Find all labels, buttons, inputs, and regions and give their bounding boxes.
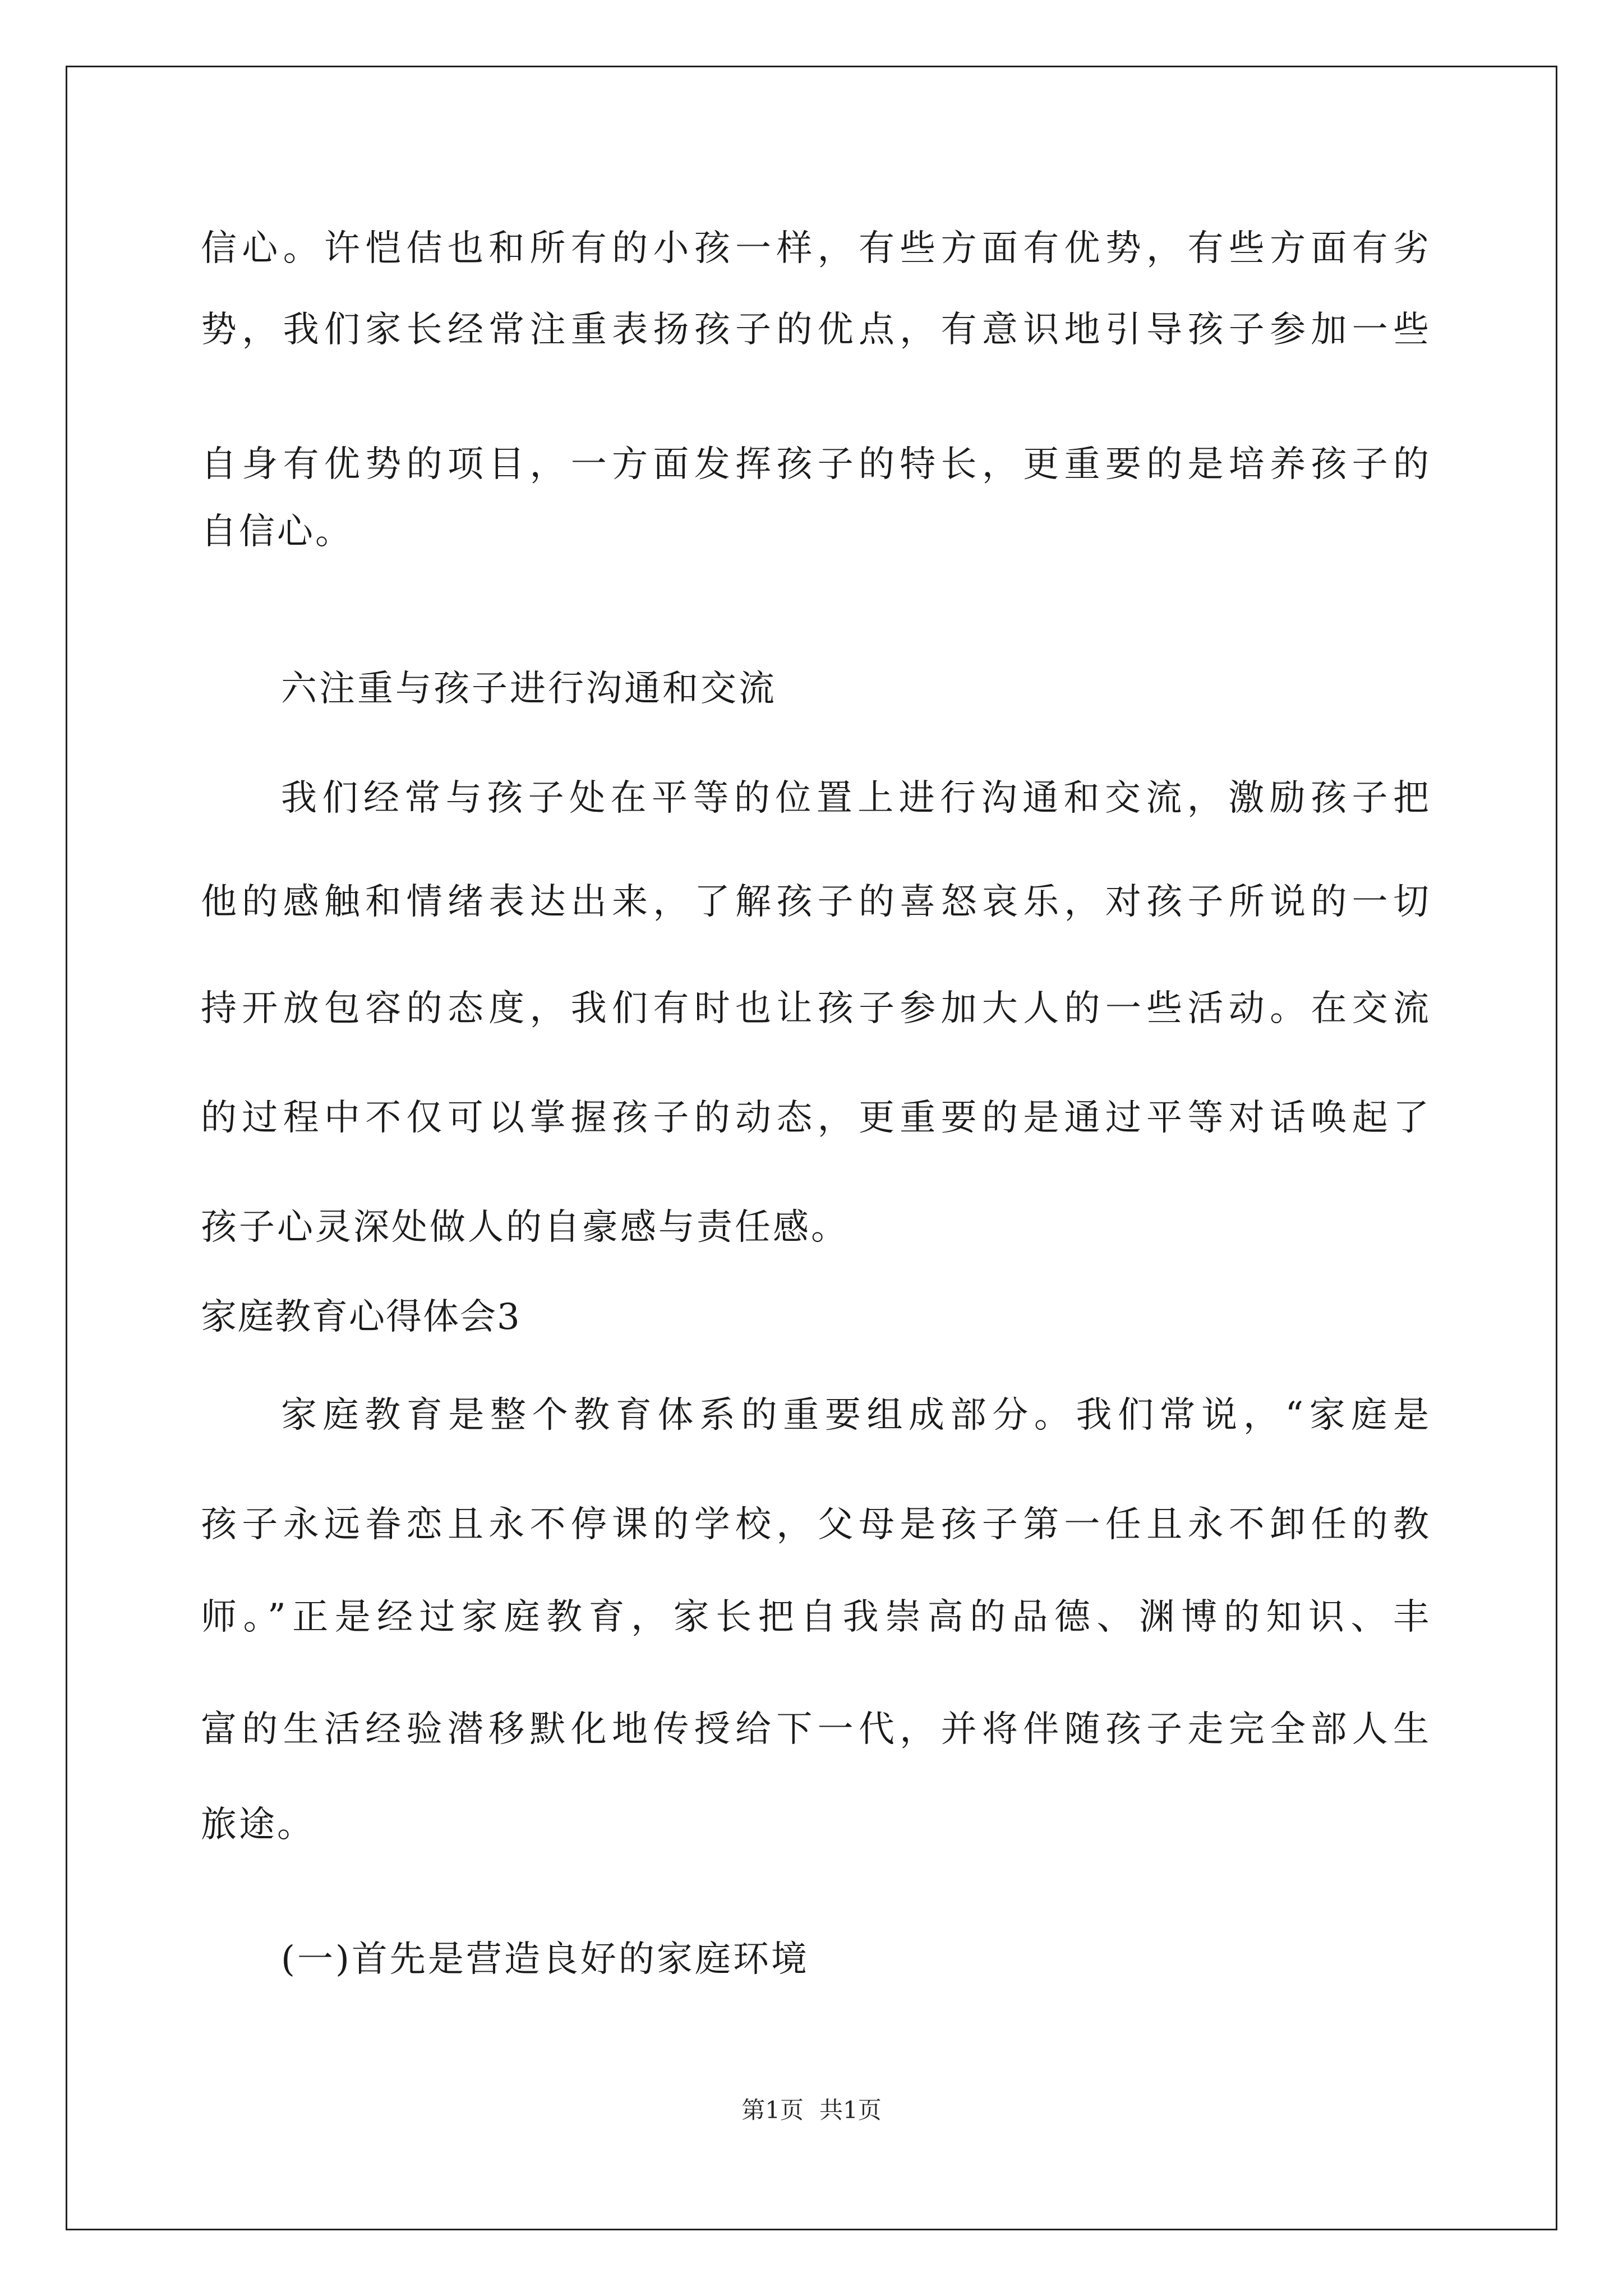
page-number: 第1页 <box>741 2096 804 2124</box>
paragraph-line: 他的感触和情绪表达出来，了解孩子的喜怒哀乐，对孩子所说的一切 <box>201 881 1429 923</box>
document-title: 家庭教育心得体会3 <box>201 1296 521 1338</box>
paragraph-line: 自身有优势的项目，一方面发挥孩子的特长，更重要的是培养孩子的 <box>201 444 1429 485</box>
paragraph-line: 自信心。 <box>201 511 353 553</box>
paragraph-line: 我们经常与孩子处在平等的位置上进行沟通和交流，激励孩子把 <box>281 777 1429 819</box>
paragraph-line: 信心。许恺佶也和所有的小孩一样，有些方面有优势，有些方面有劣 <box>201 228 1429 269</box>
page-total: 共1页 <box>819 2096 882 2124</box>
paragraph-line: 旅途。 <box>201 1804 315 1846</box>
paragraph-line: 师。”正是经过家庭教育，家长把自我崇高的品德、渊博的知识、丰 <box>201 1596 1429 1638</box>
paragraph-line: 势，我们家长经常注重表扬孩子的优点，有意识地引导孩子参加一些 <box>201 309 1429 351</box>
paragraph-line: 家庭教育是整个教育体系的重要组成部分。我们常说，“家庭是 <box>281 1395 1429 1436</box>
paragraph-line: 孩子心灵深处做人的自豪感与责任感。 <box>201 1207 849 1248</box>
paragraph-line: 孩子永远眷恋且永不停课的学校，父母是孩子第一任且永不卸任的教 <box>201 1504 1429 1545</box>
paragraph-line: 的过程中不仅可以掌握孩子的动态，更重要的是通过平等对话唤起了 <box>201 1097 1429 1139</box>
paragraph-line: 持开放包容的态度，我们有时也让孩子参加大人的一些活动。在交流 <box>201 988 1429 1029</box>
page-footer <box>0 2095 1623 2126</box>
page-border <box>66 66 1557 2230</box>
section-heading: 六注重与孩子进行沟通和交流 <box>281 668 777 710</box>
paragraph-line: 富的生活经验潜移默化地传授给下一代，并将伴随孩子走完全部人生 <box>201 1709 1429 1750</box>
section-heading: (一)首先是营造良好的家庭环境 <box>281 1939 809 1980</box>
